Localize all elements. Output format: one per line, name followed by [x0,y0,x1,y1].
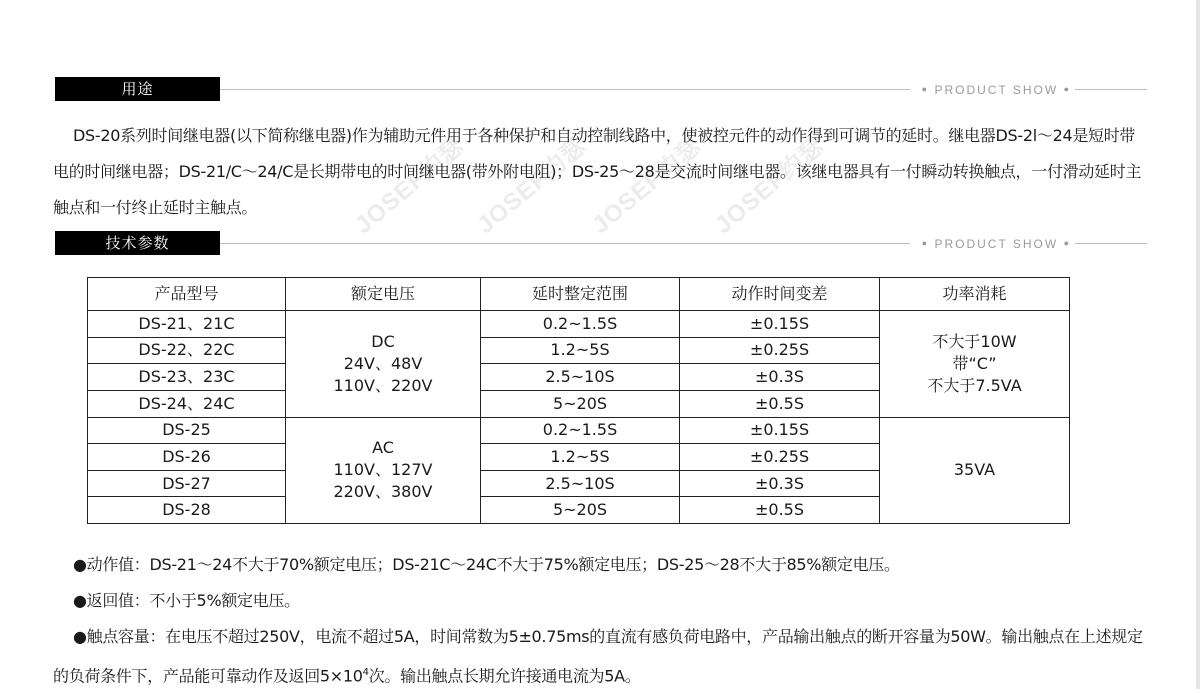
dot-icon: ● [1063,84,1071,94]
watermark: JOSEF约瑟 [710,132,830,240]
header-time-variation: 动作时间变差 [680,278,880,311]
dot-icon: ● [921,84,930,94]
section-divider [220,89,910,90]
cell-time-variation: ±0.5S [680,497,880,524]
cell-time-variation: ±0.25S [680,444,880,471]
dot-icon: ● [1063,238,1071,248]
section-divider-tail [1075,89,1147,90]
contact-exponent: 4 [362,667,369,678]
voltage-value: 110V、220V [333,375,433,395]
product-show-text: PRODUCT SHOW [934,83,1059,97]
section-title-specs: 技术参数 [55,231,220,255]
cell-dc-voltage [286,311,481,418]
voltage-type: AC [372,438,394,458]
cell-delay-range: 2.5~10S [481,470,680,497]
table-header-row [88,278,1070,311]
section-title-usage: 用途 [55,77,220,101]
note-return-value: ●返回值：不小于5%额定电压。 [73,591,300,610]
cell-model: DS-23、23C [88,364,286,391]
cell-model: DS-22、22C [88,337,286,364]
cell-time-variation: ±0.25S [680,337,880,364]
cell-delay-range: 1.2~5S [481,444,680,471]
watermark: JOSEF约瑟 [587,132,707,240]
header-voltage: 额定电压 [286,278,481,311]
cell-time-variation: ±0.5S [680,390,880,417]
cell-dc-power [880,311,1070,418]
cell-ac-power: 35VA [880,417,1070,524]
voltage-type: DC [371,331,395,351]
table-row [88,417,1070,444]
contact-text: ●触点容量：在电压不超过250V，电流不超过5A，时间常数为5±0.75ms的直流有感负荷电路中，产品输出触点的断开容量为50W。输出触点在上述规定的负荷条件下，产品能可靠动作及返回5×10 [53,627,1143,686]
header-power: 功率消耗 [880,278,1070,311]
watermark: JOSEF约瑟 [350,132,470,240]
cell-delay-range: 0.2~1.5S [481,417,680,444]
note-contact-capacity [53,619,1147,694]
section-divider-tail [1075,243,1147,244]
header-delay-range: 延时整定范围 [481,278,680,311]
cell-time-variation: ±0.15S [680,311,880,338]
dot-icon: ● [921,238,930,248]
cell-model: DS-27 [88,470,286,497]
cell-time-variation: ±0.3S [680,470,880,497]
cell-time-variation: ±0.3S [680,364,880,391]
cell-ac-voltage [286,417,481,524]
product-show-label [907,234,1147,253]
cell-model: DS-21、21C [88,311,286,338]
power-note: 带“C” [952,353,997,373]
product-show-text: PRODUCT SHOW [934,237,1059,251]
table-row [88,311,1070,338]
watermark: JOSEF约瑟 [472,132,592,240]
usage-paragraph: DS-20系列时间继电器(以下简称继电器)作为辅助元件用于各种保护和自动控制线路中，使被控元件的动作得到可调节的延时。继电器DS-2l～24是短时带电的时间继电器；DS-21/C～24/C是长期带电的时间继电器(带外附电阻)；DS-25～28是交流时间继电器。该继电器具有一付瞬动转换触点，一付滑动延时主触点和一付终止延时主触点。 [53,126,1142,217]
page-right-border [1196,0,1200,689]
section-header-usage [55,77,1147,101]
voltage-value: 24V、48V [343,353,423,373]
cell-delay-range: 2.5~10S [481,364,680,391]
cell-delay-range: 5~20S [481,497,680,524]
cell-delay-range: 5~20S [481,390,680,417]
power-value: 不大于7.5VA [927,375,1022,395]
power-value: 不大于10W [932,331,1017,351]
contact-text-end: 次。输出触点长期允许接通电流为5A。 [368,666,641,686]
cell-time-variation: ±0.15S [680,417,880,444]
spec-table [87,277,1070,524]
cell-model: DS-28 [88,497,286,524]
cell-model: DS-26 [88,444,286,471]
section-header-specs [55,231,1147,255]
product-show-label [907,80,1147,99]
voltage-value: 110V、127V [333,460,433,480]
cell-model: DS-25 [88,417,286,444]
cell-delay-range: 1.2~5S [481,337,680,364]
cell-delay-range: 0.2~1.5S [481,311,680,338]
cell-model: DS-24、24C [88,390,286,417]
note-action-value: ●动作值：DS-21～24不大于70%额定电压；DS-21C～24C不大于75%额定电压；DS-25～28不大于85%额定电压。 [73,555,900,574]
section-divider [220,243,910,244]
voltage-value: 220V、380V [333,482,433,502]
header-model: 产品型号 [88,278,286,311]
